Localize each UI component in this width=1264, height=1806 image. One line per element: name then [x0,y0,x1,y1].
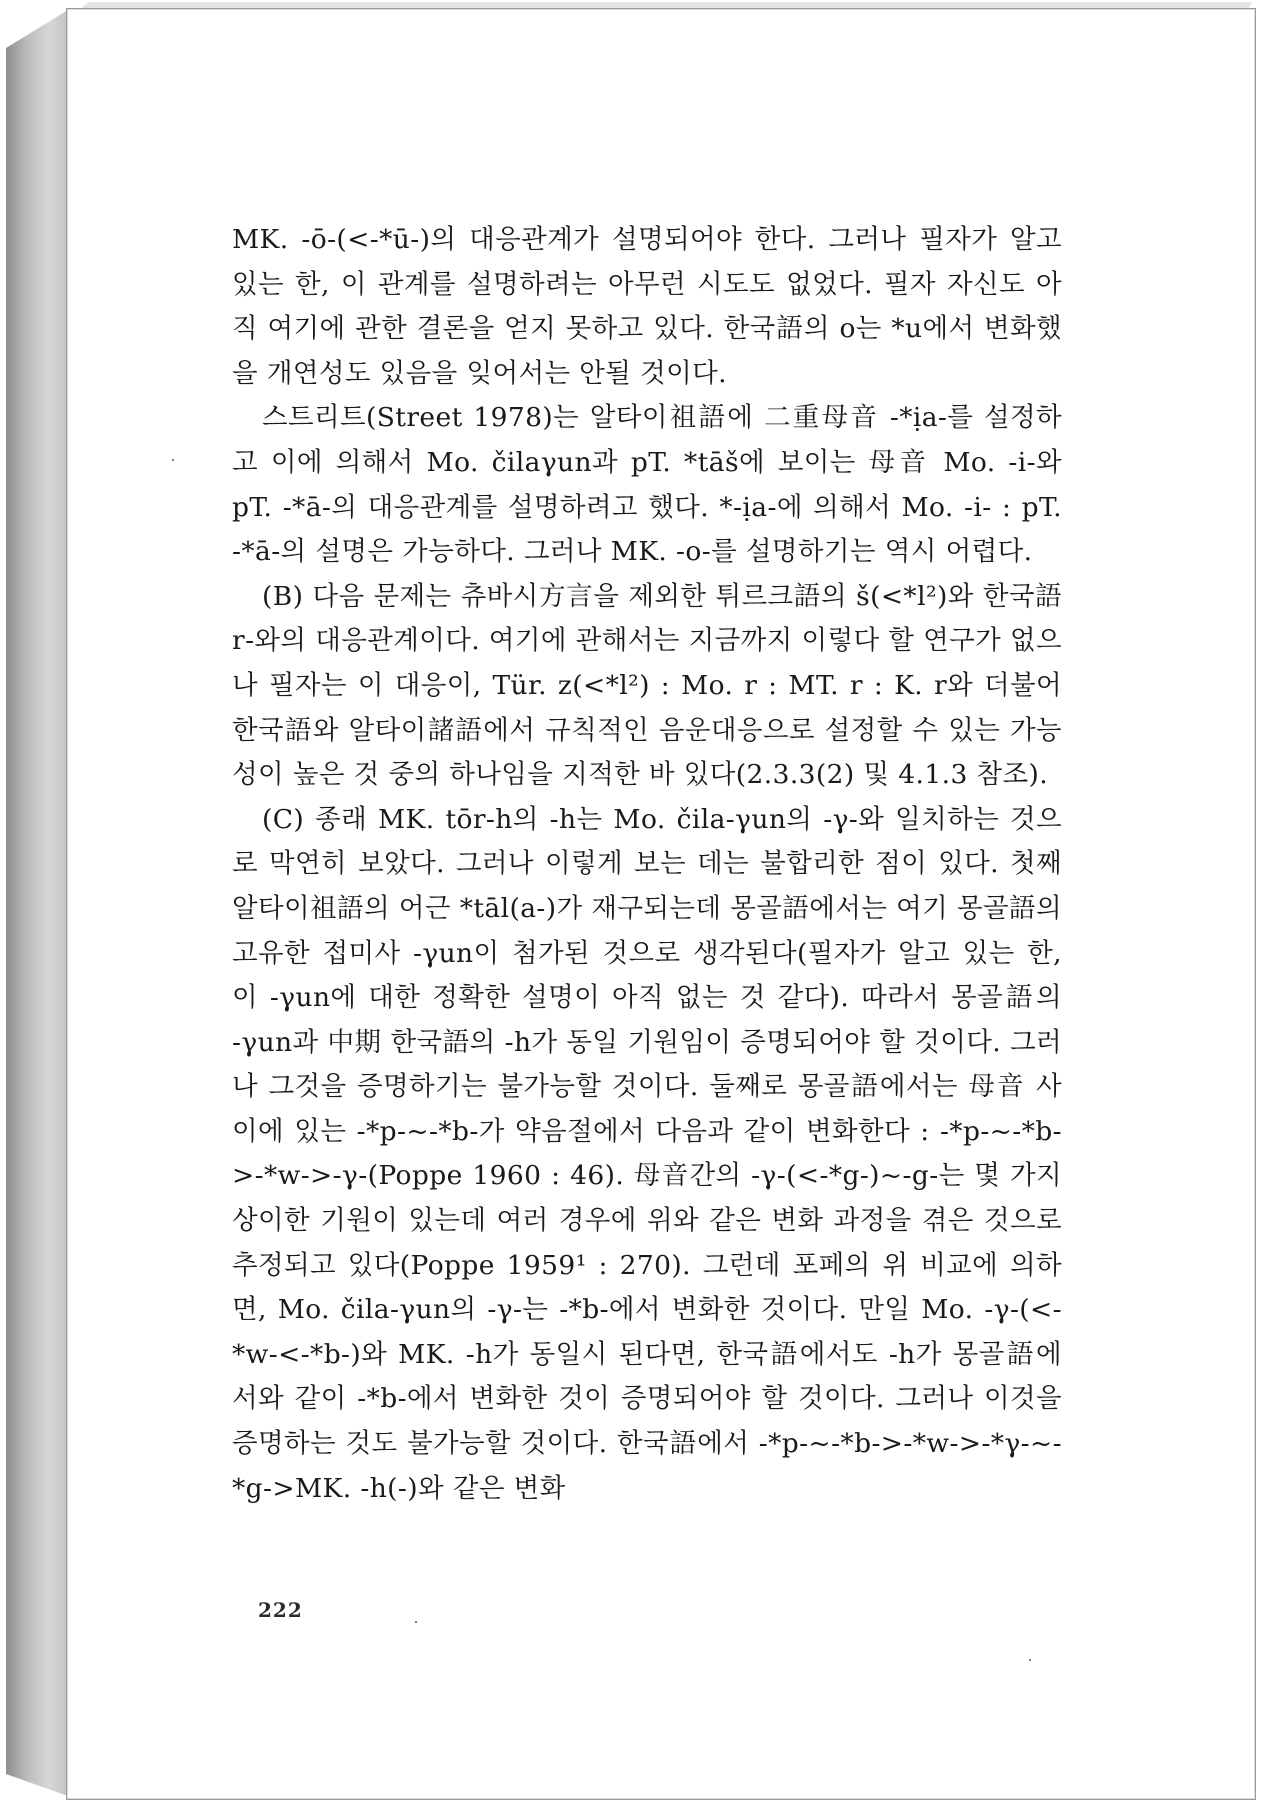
page-number: 222 [258,1598,303,1622]
page-speck [415,1621,417,1623]
body-text [232,218,1062,1511]
page-speck [1029,1659,1031,1661]
page-speck [172,459,174,461]
paragraph-2: 스트리트(Street 1978)는 알타이祖語에 二重母音 -*ịa-를 설정하고 이에 의해서 Mo. čilaγun과 pT. *tāš에 보이는 母音 Mo. -i-와 pT. -*ā-의 대응관계를 설명하려고 했다. *-ịa-에 의해서 Mo. -i- : pT. -*ā-의 설명은 가능하다. 그러나 MK. -o-를 설명하기는 역시 어렵다. [232,402,1062,568]
paragraph-1: MK. -ō-(<-*ū-)의 대응관계가 설명되어야 한다. 그러나 필자가 알고 있는 한, 이 관계를 설명하려는 아무런 시도도 없었다. 필자 자신도 아직 여기에 관한 결론을 얻지 못하고 있다. 한국語의 o는 *u에서 변화했을 개연성도 있음을 잊어서는 안될 것이다. [232,224,1062,389]
paragraph-4: (C) 종래 MK. tōr-h의 -h는 Mo. čila-γun의 -γ-와 일치하는 것으로 막연히 보았다. 그러나 이렇게 보는 데는 불합리한 점이 있다. 첫째 알타이祖語의 어근 *tāl(a-)가 재구되는데 몽골語에서는 여기 몽골語의 고유한 접미사 -γun이 첨가된 것으로 생각된다(필자가 알고 있는 한, 이 -γun에 대한 정확한 설명이 아직 없는 것 같다). 따라서 몽골語의 -γun과 中期 한국語의 -h가 동일 기원임이 증명되어야 할 것이다. 그러나 그것을 증명하기는 불가능할 것이다. 둘째로 몽골語에서는 母音 사이에 있는 -*p-~-*b-가 약음절에서 다음과 같이 변화한다 : -*p-~-*b->-*w->-γ-(Poppe 1960 : 46). 母音간의 -γ-(<-*g-)~-g-는 몇 가지 상이한 기원이 있는데 여러 경우에 위와 같은 변화 과정을 겪은 것으로 추정되고 있다(Poppe 1959¹ : 270). 그런데 포페의 위 비교에 의하면, Mo. čila-γun의 -γ-는 -*b-에서 변화한 것이다. 만일 Mo. -γ-(<-*w-<-*b-)와 MK. -h가 동일시 된다면, 한국語에서도 -h가 몽골語에서와 같이 -*b-에서 변화한 것이 증명되어야 할 것이다. 그러나 이것을 증명하는 것도 불가능할 것이다. 한국語에서 -*p-~-*b->-*w->-*γ-~-*g->MK. -h(-)와 같은 변화 [232,803,1062,1504]
book-spine [6,10,68,1796]
paragraph-3: (B) 다음 문제는 츄바시方言을 제외한 튀르크語의 š(<*l²)와 한국語 r-와의 대응관계이다. 여기에 관해서는 지금까지 이렇다 할 연구가 없으나 필자는 이 대응이, Tür. z(<*l²) : Mo. r : MT. r : K. r와 더불어 한국語와 알타이諸語에서 규칙적인 음운대응으로 설정할 수 있는 가능성이 높은 것 중의 하나임을 지적한 바 있다(2.3.3(2) 및 4.1.3 참조). [232,580,1062,791]
